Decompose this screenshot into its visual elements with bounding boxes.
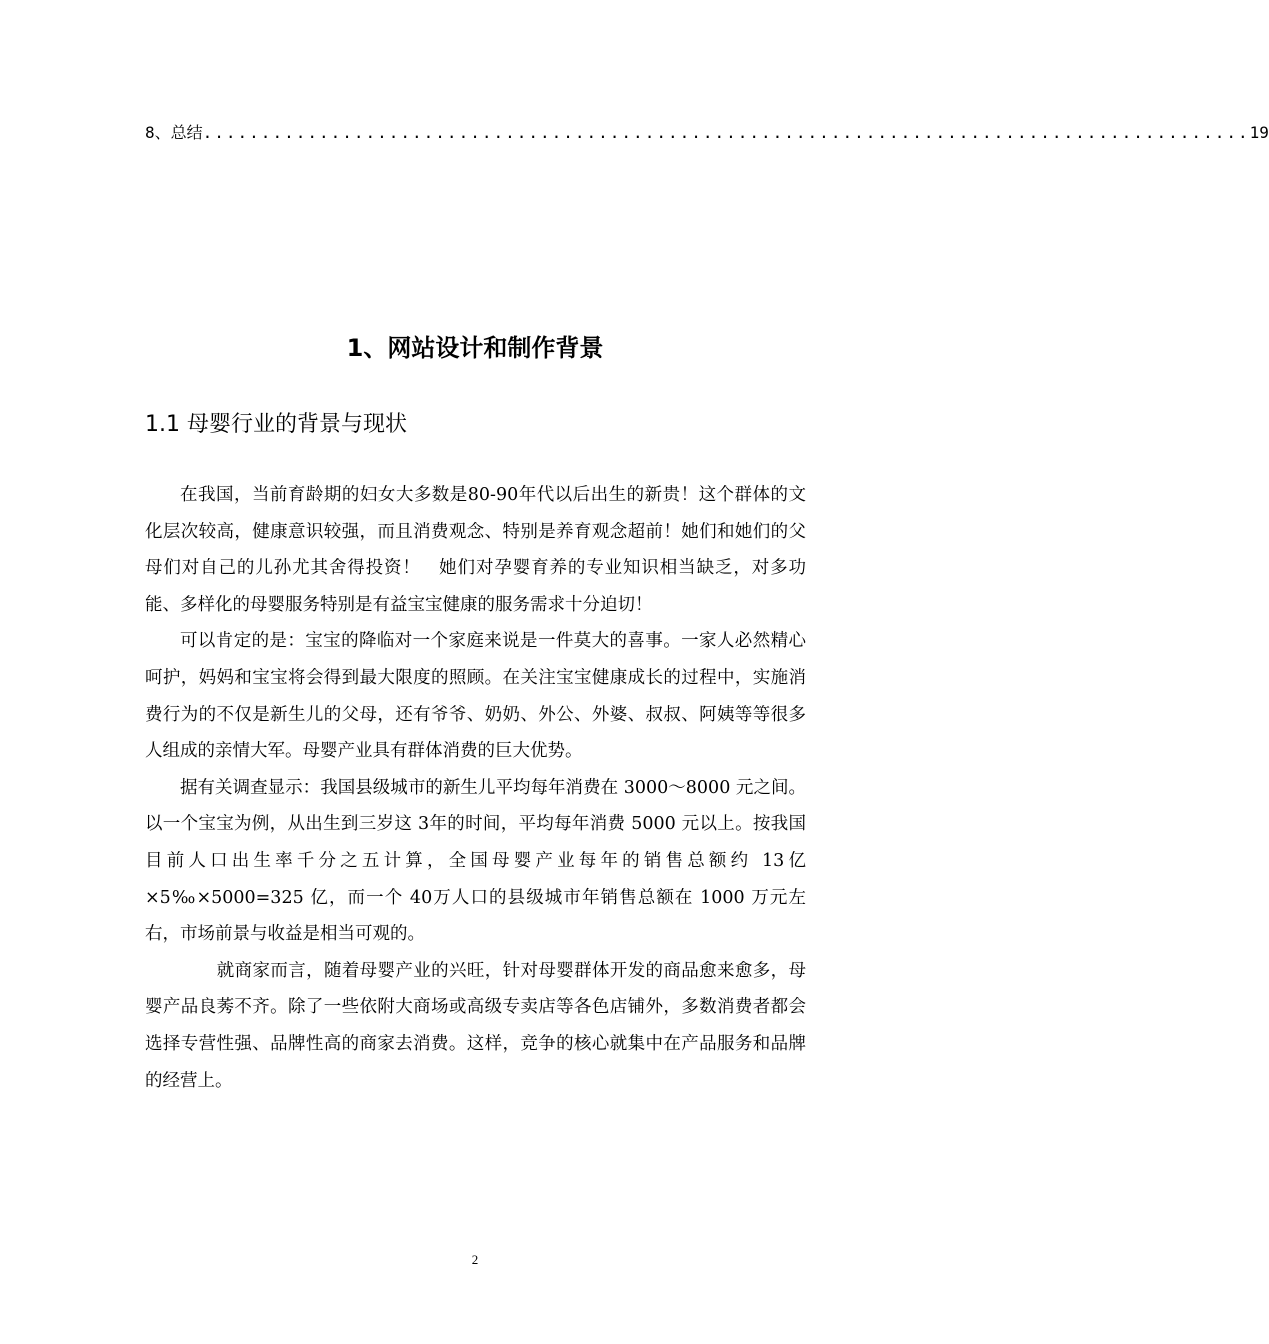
paragraph-4: 就商家而言，随着母婴产业的兴旺，针对母婴群体开发的商品愈来愈多，母婴产品良莠不齐。除了一些依附大商场或高级专卖店等各色店铺外，多数消费者都会选择专营性强、品牌性高的商家去消费。这样，竞争的核心就集中在产品服务和品牌的经营上。 (145, 960, 806, 1091)
paragraph-3: 据有关调查显示：我国县级城市的新生儿平均每年消费在 3000～8000 元之间。以一个宝宝为例，从出生到三岁这 3年的时间，平均每年消费 5000 元以上。按我国目前人口出生率千分之五计算，全国母婴产业每年的销售总额约 13亿×5‰×5000=325 亿，而一个 40万人口的县级城市年销售总额在 1000 万元左右，市场前景与收益是相当可观的。 (145, 777, 806, 945)
toc-leader-dots: .......................................................................................... (202, 123, 1250, 142)
paragraph-2: 可以肯定的是：宝宝的降临对一个家庭来说是一件莫大的喜事。一家人必然精心呵护，妈妈和宝宝将会得到最大限度的照顾。在关注宝宝健康成长的过程中，实施消费行为的不仅是新生儿的父母，还有爷爷、奶奶、外公、外婆、叔叔、阿姨等等很多人组成的亲情大军。母婴产业具有群体消费的巨大优势。 (145, 631, 806, 762)
paragraph-1: 在我国，当前育龄期的妇女大多数是80-90年代以后出生的新贵！这个群体的文化层次较高，健康意识较强，而且消费观念、特别是养育观念超前！她们和她们的父母们对自己的儿孙尤其舍得投资！ 她们对孕婴育养的专业知识相当缺乏，对多功能、多样化的母婴服务特别是有益宝宝健康的服务需求十分迫切！ (145, 485, 806, 615)
page-number: 2 (471, 1252, 479, 1267)
chapter-title: 1、网站设计和制作背景 (346, 334, 604, 362)
toc-entry-summary[interactable] (145, 119, 1269, 145)
body-text (145, 477, 806, 1099)
toc-entry-label: 8、总结 (145, 123, 203, 142)
toc-page-number: 19 (1249, 123, 1269, 142)
section-title: 1.1 母婴行业的背景与现状 (145, 412, 407, 437)
